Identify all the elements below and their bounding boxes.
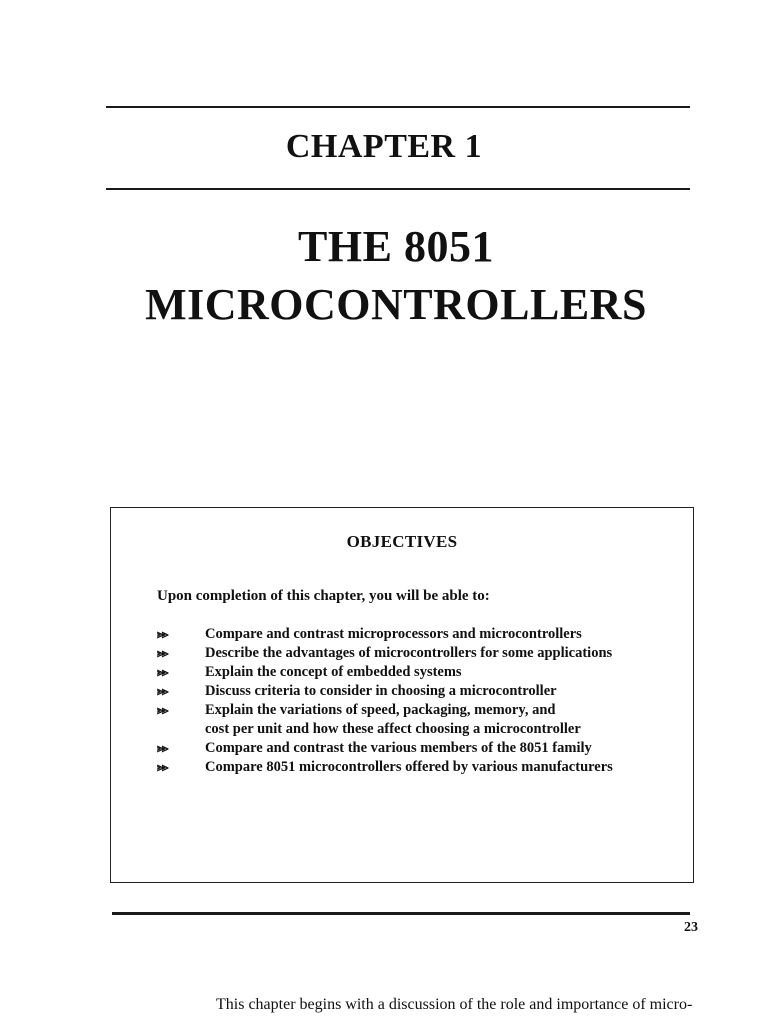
- bottom-rule: [112, 912, 690, 915]
- objectives-box: [110, 507, 694, 883]
- page-number: 23: [684, 920, 698, 935]
- double-arrow-bullet-icon: ⪢⪢: [157, 646, 167, 660]
- double-arrow-bullet-icon: ⪢⪢: [157, 665, 167, 679]
- objectives-heading: OBJECTIVES: [346, 532, 458, 551]
- middle-rule: [106, 188, 690, 190]
- chapter-title-line-2: MICROCONTROLLERS: [145, 280, 647, 329]
- top-rule: [106, 106, 690, 108]
- objectives-list: [157, 625, 613, 777]
- list-item: [157, 644, 613, 663]
- double-arrow-bullet-icon: ⪢⪢: [157, 703, 167, 717]
- body-text: This chapter begins with a discussion of the role and importance of micro-: [216, 996, 693, 1013]
- list-item: [157, 701, 613, 720]
- objective-text: cost per unit and how these affect choosing a microcontroller: [205, 721, 581, 737]
- objective-text: Discuss criteria to consider in choosing a microcontroller: [205, 683, 557, 699]
- objective-text: Explain the variations of speed, packaging, memory, and: [205, 702, 556, 718]
- double-arrow-bullet-icon: ⪢⪢: [157, 760, 167, 774]
- list-item: [157, 682, 613, 701]
- chapter-title: [0, 218, 768, 334]
- double-arrow-bullet-icon: ⪢⪢: [157, 684, 167, 698]
- list-item: [157, 625, 613, 644]
- list-item: [157, 663, 613, 682]
- chapter-label: CHAPTER 1: [285, 128, 483, 165]
- double-arrow-bullet-icon: ⪢⪢: [157, 741, 167, 755]
- chapter-title-line-1: THE 8051: [298, 222, 494, 271]
- objectives-intro: Upon completion of this chapter, you will be able to:: [157, 588, 490, 604]
- objective-text: Explain the concept of embedded systems: [205, 664, 462, 680]
- list-item-continuation: [157, 720, 613, 739]
- list-item: [157, 739, 613, 758]
- objective-text: Compare and contrast the various members of the 8051 family: [205, 740, 592, 756]
- objective-text: Compare 8051 microcontrollers offered by various manufacturers: [205, 759, 613, 775]
- objective-text: Compare and contrast microprocessors and microcontrollers: [205, 626, 582, 642]
- double-arrow-bullet-icon: ⪢⪢: [157, 627, 167, 641]
- objective-text: Describe the advantages of microcontrollers for some applications: [205, 645, 613, 661]
- list-item: [157, 758, 613, 777]
